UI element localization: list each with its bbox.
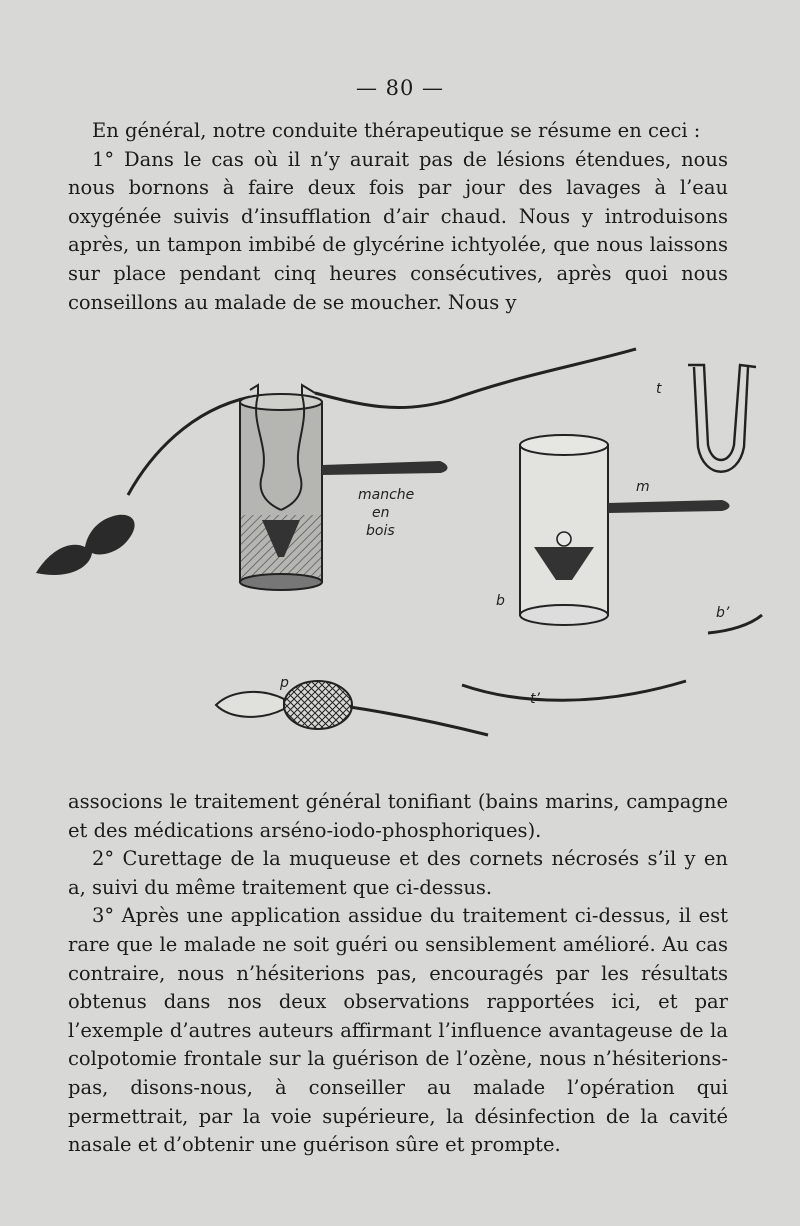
tube-b-prime: [708, 605, 762, 633]
paragraph-intro: En général, notre conduite thérapeutique se résume en ceci :: [92, 119, 701, 142]
apparatus-illustration: [0, 335, 800, 755]
u-tube-t: [656, 365, 756, 472]
label-p: p: [280, 675, 289, 691]
page-number: — 80 —: [355, 76, 445, 100]
wash-bottle-right: [496, 435, 730, 625]
insufflator-bulb: [36, 397, 250, 575]
tube-t-prime: [462, 681, 686, 707]
label-handle-1: manche: [358, 487, 415, 503]
label-t-prime: t’: [530, 691, 540, 707]
label-b-prime: b’: [716, 605, 730, 621]
label-t: t: [656, 381, 662, 397]
paragraph-step-1: 1° Dans le cas où il n’y aurait pas de lésions étendues, nous nous bornons à faire deux fois par jour des lavages à l’eau oxygénée suivis d’insufflation d’air chaud. Nous y introduisons après, un tampon imbibé de glycérine ichtyolée, que nous laissons sur place pendant cinq heures consécutives, après quoi nous conseillons au malade de se moucher. Nous y: [68, 147, 728, 314]
label-handle-3: bois: [366, 523, 395, 539]
label-handle-2: en: [372, 505, 390, 521]
bulb-p: [216, 675, 488, 735]
text-block-top: [68, 117, 728, 317]
paragraph-step-3: 3° Après une application assidue du traitement ci-dessus, il est rare que le malade ne soit guéri ou sensiblement amélioré. Au cas contraire, nous n’hésiterions pas, encouragés par les résultats obtenus dans nos deux observations rapportées ici, et par l’exemple d’autres auteurs affirmant l’influence avantageuse de la colpotomie frontale sur la guérison de l’ozène, nous n’hésiterions-pas, disons-nous, à conseiller au malade l’opération qui permettrait, par la voie supérieure, la désinfection de la cavité nasale et d’obtenir une guérison sûre et prompte.: [68, 904, 728, 1157]
text-block-bottom: [68, 788, 728, 1160]
paragraph-step-2: 2° Curettage de la muqueuse et des cornets nécrosés s’il y en a, suivi du même traitement que ci-dessus.: [68, 847, 728, 899]
label-m: m: [636, 479, 650, 495]
label-b: b: [496, 593, 505, 609]
paragraph-continuation: associons le traitement général tonifiant (bains marins, campagne et des médications arséno-iodo-phosphoriques).: [68, 790, 728, 842]
